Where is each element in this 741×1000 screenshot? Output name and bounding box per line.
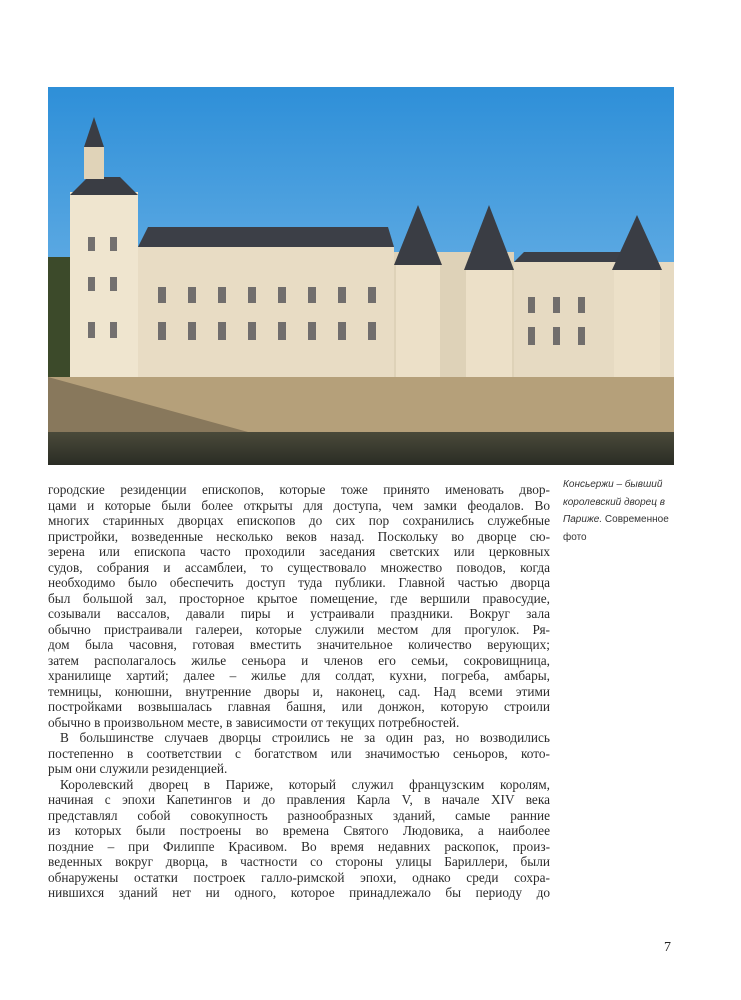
text-line: зерена или епископа часто проходили заседания светских или церковных — [48, 544, 550, 559]
body-text — [48, 482, 550, 901]
photo-caption — [563, 476, 683, 546]
text-line: поздние – при Филиппе Красивом. Во время недавних раскопок, произ- — [48, 838, 550, 854]
page-number: 7 — [664, 940, 671, 955]
text-line: созывали вассалов, давали пиры и устраивали праздники. Вокруг зала — [48, 606, 550, 621]
text-line: судов, собрания и ассамблеи, то существовало множество поводов, когда — [48, 559, 550, 575]
text-line: Королевский дворец в Париже, который служил французским королям, — [60, 776, 550, 792]
text-line: дом была часовня, готовая вместить значительное количество верующих; — [48, 637, 550, 652]
text-line: представлял собой совокупность разнообразных зданий, самые ранние — [48, 807, 550, 823]
caption-italic: Консьержи – бывший королевский дворец в Париже. — [563, 479, 665, 525]
text-line: хранилище хартий; далее – жилье для солдат, кухни, погреба, амбары, — [48, 668, 550, 683]
text-line: начиная с эпохи Капетингов и до правления Карла V, в начале XIV века — [48, 792, 550, 807]
conciergerie-photo — [48, 87, 674, 465]
text-line: постройками возвышалась главная башня, или донжон, которую строили — [48, 699, 550, 714]
text-line: многих старинных дворцах епископов до сих пор сохранились служебные — [48, 513, 550, 528]
text-line: рым они служили резиденцией. — [48, 761, 228, 776]
text-line: темницы, конюшни, внутренние дворы и, наконец, сад. Над всеми этими — [48, 683, 550, 699]
text-line: постепенно в соответствии с богатством или значимостью сеньоров, кото- — [48, 745, 550, 761]
text-line: необходимо было обеспечить доступ туда публики. Главной частью дворца — [48, 575, 550, 590]
text-line: пристройки, возведенные несколько веков назад. Поскольку во дворце сю- — [48, 528, 550, 544]
text-line: В большинстве случаев дворцы строились не за один раз, но возводились — [60, 730, 550, 745]
caption-plain: Современное фото — [563, 514, 669, 543]
text-line: городские резиденции епископов, которые тоже принято именовать двор- — [48, 482, 550, 497]
text-line: обычно в произвольном месте, в зависимости от текущих потребностей. — [48, 714, 460, 730]
text-line: цами и которые были более открыты для доступа, чем замки феодалов. Во — [48, 497, 550, 513]
text-line: затем располагалось жилье сеньора и членов его семьи, сокровищница, — [48, 652, 550, 668]
text-line: был большой зал, просторное крытое помещение, где вершили правосудие, — [48, 590, 550, 606]
text-line: из которых были построены во времена Святого Людовика, а наиболее — [48, 823, 550, 838]
text-line: веденных вокруг дворца, в частности со стороны улицы Бариллери, были — [48, 854, 550, 869]
text-line: нившихся зданий нет ни одного, которое принадлежало бы периоду до — [48, 885, 550, 900]
text-line: обнаружены остатки построек галло-римской эпохи, однако среди сохра- — [48, 869, 550, 885]
text-line: обычно пристраивали галереи, которые служили местом для прогулок. Ря- — [48, 621, 550, 637]
